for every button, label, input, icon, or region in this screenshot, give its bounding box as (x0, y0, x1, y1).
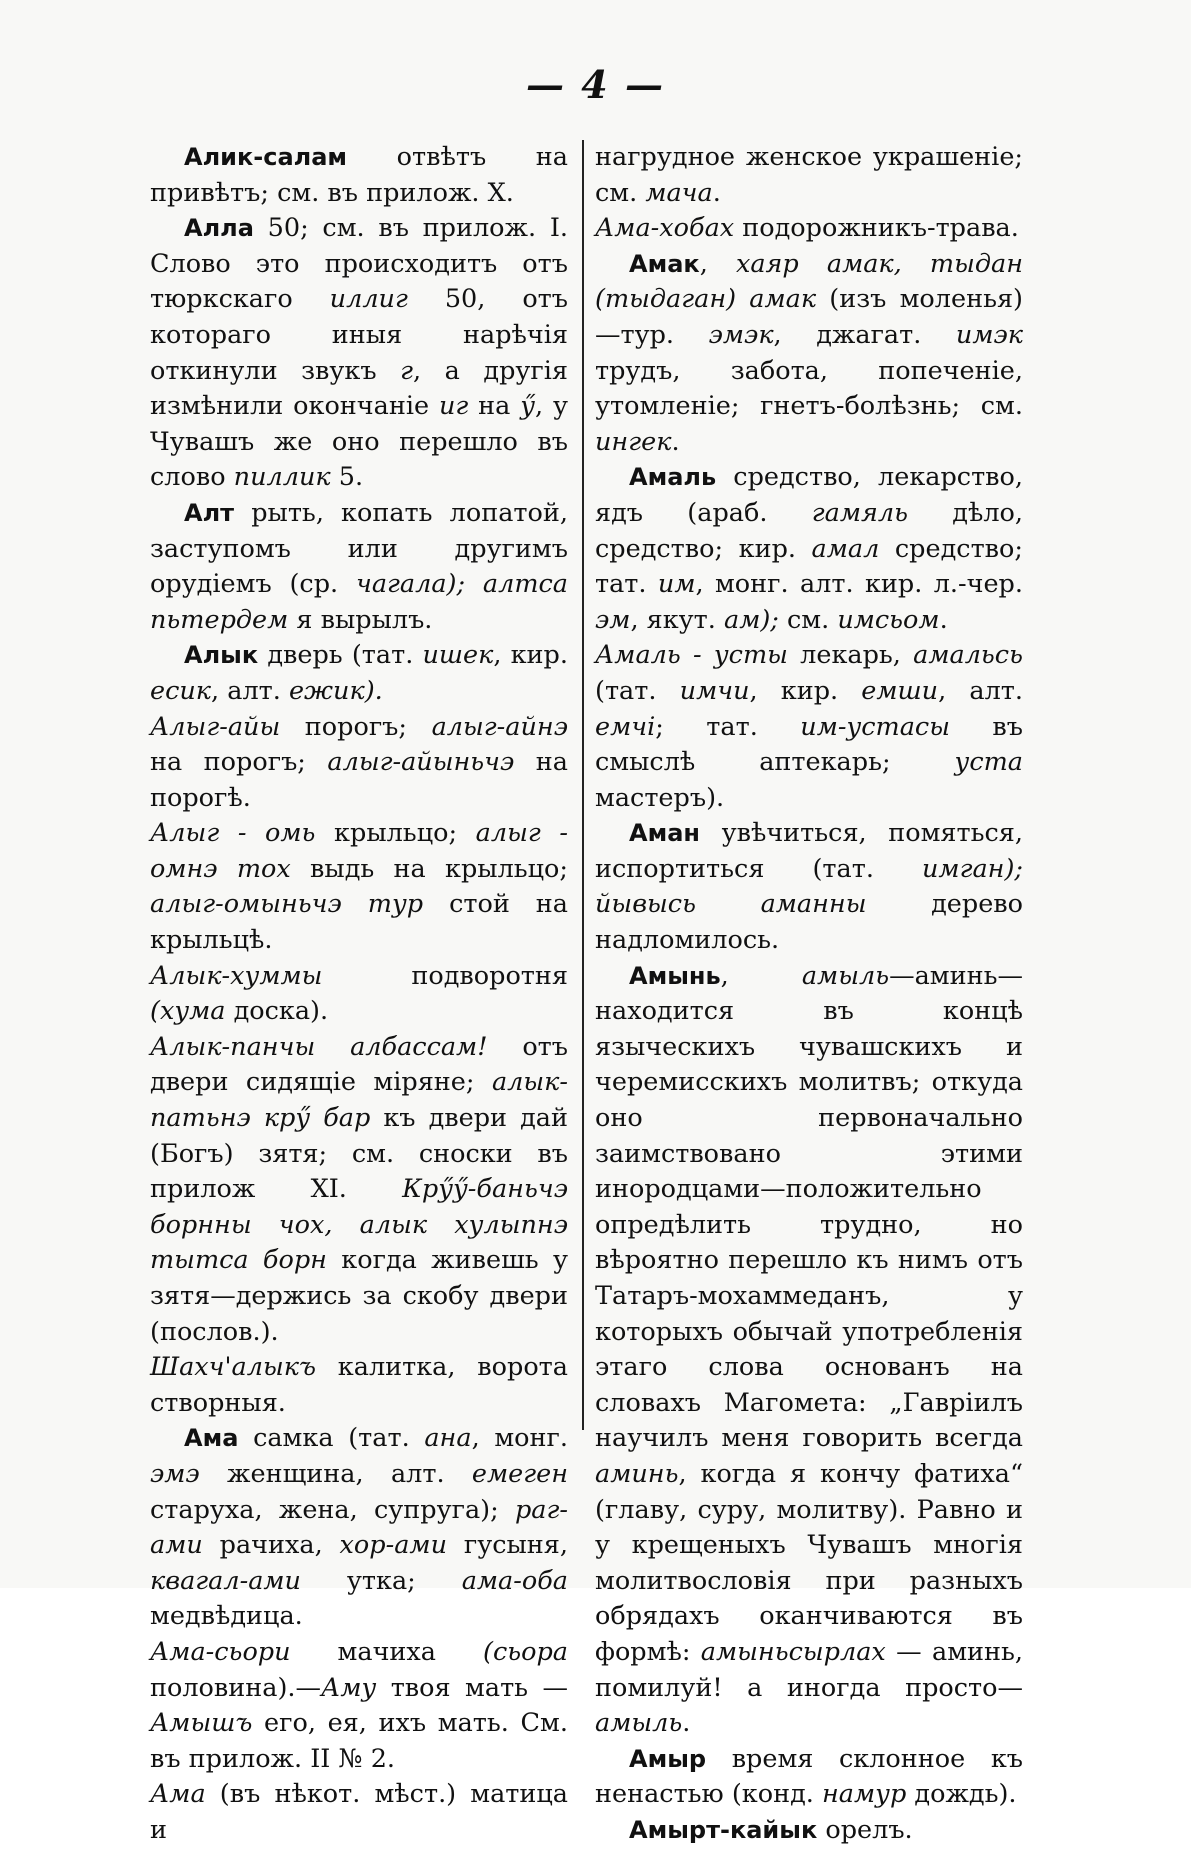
entry-text: твоя мать — (376, 1672, 568, 1703)
entry-text: , якут. (630, 604, 724, 635)
entry-text: подорожникъ-трава. (734, 213, 1019, 244)
entry-headword: Амыр (629, 1744, 707, 1773)
entry-italic-text: алыг-айыньчэ (327, 747, 515, 778)
dictionary-entry (150, 710, 568, 817)
dictionary-entry (150, 959, 568, 1030)
entry-text: медвѣдица. (150, 1601, 303, 1632)
entry-text: порогъ; (280, 711, 432, 742)
entry-italic-text: квагал-ами (150, 1565, 301, 1596)
entry-text: . (671, 426, 680, 457)
entry-italic-text: ингек (595, 426, 672, 457)
entry-italic-text: Амышъ (150, 1708, 253, 1739)
entry-italic-text: пиллик (233, 462, 331, 493)
entry-text: крыльцо; (315, 818, 476, 849)
dictionary-entry (150, 1421, 568, 1635)
dictionary-entry (595, 816, 1023, 958)
dictionary-entry (150, 1777, 568, 1848)
entry-text: , джагат. (773, 319, 956, 350)
entry-text: , алт. (211, 675, 289, 706)
entry-text: . (712, 177, 721, 208)
entry-headword: Алла (184, 214, 254, 243)
entry-italic-text: амыньсырлах (700, 1636, 886, 1667)
entry-italic-text: уста (954, 747, 1023, 778)
entry-italic-text: эмэ (150, 1458, 200, 1489)
entry-text: . (682, 1708, 691, 1739)
entry-text: къ двери дай (Богъ) зятя; см. сноски въ прилож XI. (150, 1103, 568, 1205)
entry-headword: Амаль (629, 463, 717, 492)
entry-italic-text: Шахч'алыкъ (150, 1352, 316, 1383)
entry-headword: Алик-салам (184, 143, 348, 171)
entry-italic-text: емеген (471, 1458, 568, 1489)
entry-text: стой на крыльцѣ. (150, 889, 569, 956)
entry-italic-text: им (657, 569, 696, 600)
entry-italic-text: Алык-панчы албассам! (150, 1031, 488, 1062)
entry-italic-text: ама-оба (461, 1565, 568, 1596)
entry-headword: Алт (184, 498, 235, 527)
entry-text: самка (тат. (238, 1423, 425, 1454)
entry-text: старуха, жена, супруга); (150, 1494, 515, 1525)
dictionary-entry (595, 1742, 1023, 1813)
dictionary-entry (150, 1350, 568, 1421)
entry-italic-text: эмэк (708, 319, 774, 350)
entry-italic-text: Аму (321, 1672, 377, 1703)
entry-text: мачиха (290, 1636, 483, 1667)
entry-text: на порогѣ. (150, 747, 568, 813)
entry-text: отвѣтъ на привѣтъ; см. въ прилож. X. (150, 142, 568, 208)
entry-text: 50, отъ котораго иныя нарѣчія откинули звукъ (150, 284, 569, 386)
entry-text: увѣчиться, помяться, испортиться (тат. (595, 818, 1023, 884)
entry-text: —аминь—находится въ концѣ языческихъ чувашскихъ и черемисскихъ молитвъ; откуда оно первоначально заимствовано этими инородцами—положительно опредѣлить трудно, но вѣроятно перешло къ нимъ отъ Татаръ-мохаммеданъ, у которыхъ обычай употребленія этаго слова основанъ на словахъ Магомета: „Гавріилъ научилъ меня говорить всегда (595, 960, 1023, 1454)
entry-headword: Амынь (629, 961, 721, 990)
entry-italic-text: амыль (595, 1708, 683, 1739)
entry-text: средство, лекарство, ядъ (араб. (595, 462, 1023, 528)
entry-text: дверь (тат. (258, 640, 423, 671)
entry-text: дождь). (906, 1779, 1017, 1810)
entry-italic-text: хаяр амак, тыдан (тыдаган) амак (595, 248, 1023, 315)
entry-text: трудъ, забота, попеченіе, утомленіе; гнетъ-болѣзнь; см. (595, 355, 1023, 422)
entry-italic-text: амал (811, 533, 880, 564)
dictionary-entry (595, 211, 1023, 247)
entry-text: нагрудное женское украшеніе; см. (595, 142, 1023, 208)
entry-italic-text: Ама (150, 1779, 206, 1810)
page-number: — 4 — (526, 62, 665, 107)
entry-italic-text: имчи (679, 675, 750, 706)
entry-italic-text: раг-ами (150, 1494, 568, 1561)
entry-italic-text: чагала); алтса пьтердем (150, 569, 568, 635)
entry-text: , кир. (749, 675, 862, 706)
entry-text: время склонное къ ненастью (конд. (595, 1743, 1023, 1810)
entry-italic-text: ишек (422, 640, 494, 671)
entry-text: , монг. алт. кир. л.-чер. (695, 569, 1023, 600)
entry-text: , алт. (938, 675, 1023, 706)
dictionary-entry (150, 211, 568, 496)
entry-italic-text: (хума (150, 996, 226, 1027)
entry-text: половина).— (150, 1672, 322, 1703)
dictionary-entry (150, 638, 568, 709)
entry-text: средство; тат. (595, 533, 1023, 600)
entry-italic-text: алыг-омыньчэ тур (150, 889, 424, 920)
entry-text: женщина, алт. (199, 1458, 472, 1489)
entry-text: калитка, ворота створныя. (150, 1352, 568, 1418)
entry-italic-text: амальсь (913, 640, 1023, 671)
entry-text: когда живешь у зятя—держись за скобу двери (послов.). (150, 1245, 568, 1347)
entry-text: 50; см. въ прилож. I. Слово это происходитъ отъ тюркскаго (150, 213, 568, 315)
entry-italic-text: емши (861, 675, 939, 706)
dictionary-entry (150, 140, 568, 211)
entry-text: рыть, копать лопатой, заступомъ или другимъ орудіемъ (ср. (150, 497, 568, 600)
entry-italic-text: хор-ами (339, 1530, 447, 1561)
dictionary-entry (595, 460, 1023, 638)
entry-text: , у Чувашъ же оно перешло въ слово (150, 391, 568, 493)
entry-italic-text: имган); йывысь аманны (595, 853, 1023, 920)
entry-text: мастеръ). (595, 782, 725, 813)
entry-italic-text: им-устасы (800, 711, 950, 742)
entry-italic-text: намур (822, 1779, 907, 1810)
entry-text: лекарь, (787, 640, 914, 671)
entry-text: его, ея, ихъ мать. См. въ прилож. II № 2. (150, 1708, 568, 1774)
left-column (150, 140, 568, 1849)
entry-italic-text: имсьом (837, 604, 940, 635)
column-divider (582, 140, 584, 1430)
entry-text: я вырылъ. (288, 604, 433, 635)
dictionary-entry (150, 816, 568, 958)
dictionary-entry (150, 1030, 568, 1350)
entry-italic-text: емчі (595, 711, 656, 742)
entry-italic-text: ам); (724, 604, 787, 635)
dictionary-entry (595, 638, 1023, 816)
entry-text: (тат. (595, 675, 680, 706)
dictionary-entry (150, 1635, 568, 1777)
entry-text: дѣло, средство; кир. (595, 497, 1024, 564)
entry-italic-text: г (400, 355, 413, 386)
entry-italic-text: алык-патьнэ крӳ бар (150, 1067, 568, 1134)
entry-italic-text: ежик). (288, 675, 383, 706)
entry-text: утка; (300, 1565, 462, 1596)
entry-italic-text: алыг - омнэ тох (150, 818, 568, 884)
entry-text: отъ двери сидящіе міряне; (150, 1031, 568, 1098)
entry-text: , кир. (493, 640, 568, 671)
entry-text: подворотня (322, 960, 568, 991)
entry-text: ; тат. (655, 711, 801, 742)
entry-italic-text: аминь (595, 1458, 679, 1489)
dictionary-entry (595, 959, 1023, 1742)
entry-text: орелъ. (817, 1814, 913, 1845)
entry-italic-text: имэк (955, 319, 1023, 350)
entry-italic-text: амыль (801, 960, 890, 991)
entry-italic-text: мача (645, 177, 713, 208)
dictionary-entry (595, 140, 1023, 211)
entry-italic-text: Алыг - омь (150, 818, 316, 849)
entry-headword: Алык (184, 641, 259, 670)
entry-italic-text: (сьора (483, 1636, 568, 1667)
entry-text: см. (787, 604, 838, 635)
dictionary-entry (595, 247, 1023, 461)
entry-text: доска). (225, 996, 329, 1027)
entry-text: на (468, 391, 521, 422)
entry-text: , когда я кончу фатиха“ (главу, суру, молитву). Равно и у крещеныхъ Чувашъ многія молитвословія при разныхъ обрядахъ оканчиваются въ формѣ: (595, 1458, 1023, 1667)
entry-text: , (699, 248, 736, 279)
entry-italic-text: Алык-хуммы (150, 960, 323, 991)
entry-italic-text: Крӳӳ-баньчэ борнны чох, алык хулыпнэ тытса борн (150, 1174, 568, 1276)
entry-italic-text: Амаль - усты (595, 640, 788, 671)
entry-headword: Амырт-кайык (629, 1815, 818, 1844)
entry-text: — аминь, помилуй! а иногда просто— (595, 1636, 1024, 1703)
entry-italic-text: Ама-хобах (595, 213, 735, 244)
entry-headword: Ама (184, 1424, 239, 1453)
entry-text: гусыня, (447, 1530, 568, 1561)
entry-italic-text: Алыг-айы (150, 711, 281, 742)
entry-text: . (939, 604, 948, 635)
entry-text: , (720, 960, 802, 991)
entry-italic-text: иллиг (329, 284, 408, 315)
entry-text: дерево надломилось. (595, 889, 1023, 956)
dictionary-entry (595, 1813, 1023, 1849)
entry-italic-text: алыг-айнэ (431, 711, 568, 742)
entry-text: 5. (330, 462, 364, 493)
entry-headword: Аман (629, 819, 700, 848)
entry-italic-text: ана (424, 1423, 472, 1454)
entry-text: выдь на крыльцо; (290, 853, 569, 884)
entry-text: , монг. (471, 1423, 568, 1454)
entry-italic-text: гамяль (811, 497, 908, 528)
entry-italic-text: Ама-сьори (150, 1636, 291, 1667)
entry-text: рачиха, (202, 1530, 340, 1561)
entry-text: въ смыслѣ аптекарь; (595, 711, 1024, 778)
entry-italic-text: ӳ (520, 391, 536, 422)
entry-italic-text: иг (438, 391, 469, 422)
entry-text: (изъ моленья)—тур. (595, 284, 1023, 350)
entry-text: (въ нѣкот. мѣст.) матица и (150, 1779, 568, 1845)
entry-italic-text: есик (150, 675, 212, 706)
right-column (595, 140, 1023, 1849)
dictionary-entry (150, 496, 568, 638)
entry-text: , а другія измѣнили окончаніе (150, 355, 568, 422)
entry-italic-text: эм (595, 604, 631, 635)
entry-headword: Амак (629, 249, 700, 278)
entry-text: на порогъ; (150, 747, 328, 778)
